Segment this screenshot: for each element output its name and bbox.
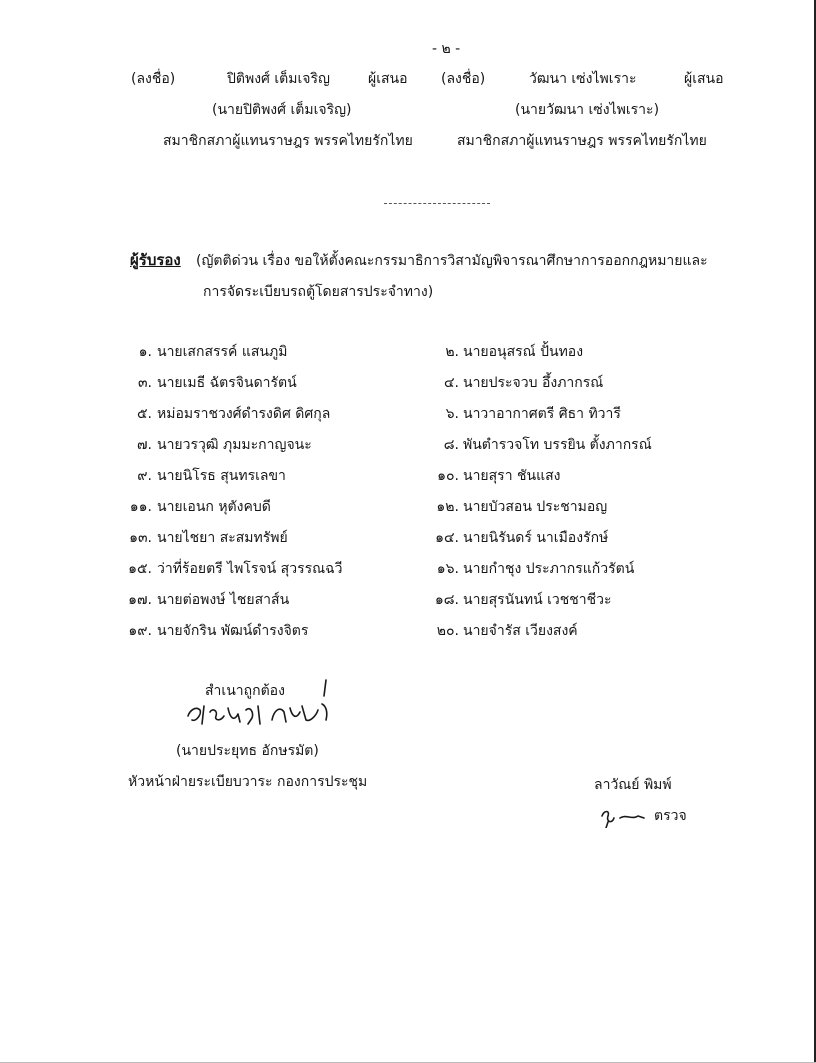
endorser-number: ๑๓.	[129, 530, 152, 546]
left-proposer-position: สมาชิกสภาผู้แทนราษฎร พรรคไทยรักไทย	[163, 133, 413, 149]
endorser-number: ๘.	[443, 437, 459, 453]
endorser-name: นายอนุสรณ์ ปั้นทอง	[463, 344, 584, 360]
endorser-number: ๑๕.	[128, 561, 152, 577]
certifier-signature	[176, 676, 346, 736]
endorser-name: นายบัวสอน ประชามอญ	[463, 499, 608, 515]
right-proposer-name: วัฒนา เซ่งไพเราะ	[529, 71, 637, 87]
section-divider	[384, 203, 490, 204]
endorser-name: นายไชยา สะสมทรัพย์	[157, 530, 288, 546]
endorser-number: ๑๖.	[436, 561, 459, 577]
endorser-number: ๗.	[137, 437, 152, 453]
typed-by: ลาวัณย์ พิมพ์	[594, 777, 672, 793]
endorser-number: ๑.	[138, 344, 152, 360]
endorser-name: นายวรวุฒิ ภุมมะกาญจนะ	[157, 437, 312, 453]
left-proposer-name: ปิติพงศ์ เต็มเจริญ	[227, 71, 330, 87]
endorser-number: ๑๐.	[437, 468, 459, 484]
endorser-name: ว่าที่ร้อยตรี ไพโรจน์ สุวรรณฉวี	[157, 561, 343, 577]
endorser-number: ๔.	[443, 375, 459, 391]
endorser-number: ๒.	[445, 344, 459, 360]
motion-title-line2: การจัดระเบียบรถตู้โดยสารประจำทาง)	[203, 284, 434, 300]
endorser-number: ๑๔.	[435, 530, 459, 546]
right-sign-prefix: (ลงชื่อ)	[441, 71, 486, 87]
endorser-name: นายเสกสรรค์ แสนภูมิ	[157, 344, 288, 360]
page-number: - ๒ -	[432, 41, 461, 57]
certifier-name: (นายประยุทธ อักษรมัต)	[176, 743, 319, 759]
endorser-number: ๖.	[445, 406, 459, 422]
checked-label: ตรวจ	[654, 808, 687, 824]
endorser-number: ๑๑.	[129, 499, 152, 515]
endorser-number: ๓.	[137, 375, 152, 391]
checker-initials	[598, 802, 648, 828]
endorser-name: หม่อมราชวงศ์ดำรงดิศ ดิศกุล	[157, 406, 331, 422]
endorser-number: ๒๐.	[436, 623, 459, 639]
endorser-name: นายต่อพงษ์ ไชยสาส์น	[157, 592, 290, 608]
endorser-number: ๕.	[136, 406, 152, 422]
endorser-number: ๙.	[137, 468, 152, 484]
endorser-name: นายจักริน พัฒน์ดำรงจิตร	[157, 623, 309, 639]
endorser-name: นายกำชุง ประภากรแก้วรัตน์	[463, 561, 635, 577]
certifier-title: หัวหน้าฝ่ายระเบียบวาระ กองการประชุม	[128, 774, 368, 790]
endorser-name: นายนิโรธ สุนทรเลขา	[157, 468, 286, 484]
endorsement-heading: ผู้รับรอง	[130, 251, 181, 269]
motion-title-line1: (ญัตติด่วน เรื่อง ขอให้ตั้งคณะกรรมาธิการวิสามัญพิจารณาศึกษาการออกกฎหมายและ	[196, 253, 708, 269]
endorser-number: ๑๙.	[128, 623, 152, 639]
endorser-name: นายเมธี ฉัตรจินดารัตน์	[157, 375, 297, 391]
certified-label: สำเนาถูกต้อง	[205, 683, 285, 699]
endorser-name: นายประจวบ อึ้งภากรณ์	[463, 375, 604, 391]
endorser-name: นายจำรัส เวียงสงค์	[463, 623, 578, 639]
right-proposer-position: สมาชิกสภาผู้แทนราษฎร พรรคไทยรักไทย	[457, 133, 707, 149]
right-proposer-role: ผู้เสนอ	[684, 71, 724, 87]
endorser-name: นาวาอากาศตรี ศิธา ทิวารี	[463, 406, 621, 422]
endorser-number: ๑๗.	[128, 592, 152, 608]
endorser-name: นายสุรา ชันแสง	[463, 468, 561, 484]
endorser-name: นายสุรนันทน์ เวชชาชีวะ	[463, 592, 612, 608]
endorser-number: ๑๘.	[434, 592, 459, 608]
left-proposer-full-name: (นายปิติพงศ์ เต็มเจริญ)	[212, 102, 352, 118]
endorser-name: นายเอนก หุตังคบดี	[157, 499, 271, 515]
left-proposer-role: ผู้เสนอ	[368, 71, 408, 87]
right-proposer-full-name: (นายวัฒนา เซ่งไพเราะ)	[515, 102, 660, 118]
endorser-number: ๑๒.	[436, 499, 459, 515]
endorser-name: นายนิรันดร์ นาเมืองรักษ์	[463, 530, 609, 546]
endorser-name: พันตำรวจโท บรรยิน ตั้งภากรณ์	[463, 437, 652, 453]
left-sign-prefix: (ลงชื่อ)	[131, 71, 176, 87]
